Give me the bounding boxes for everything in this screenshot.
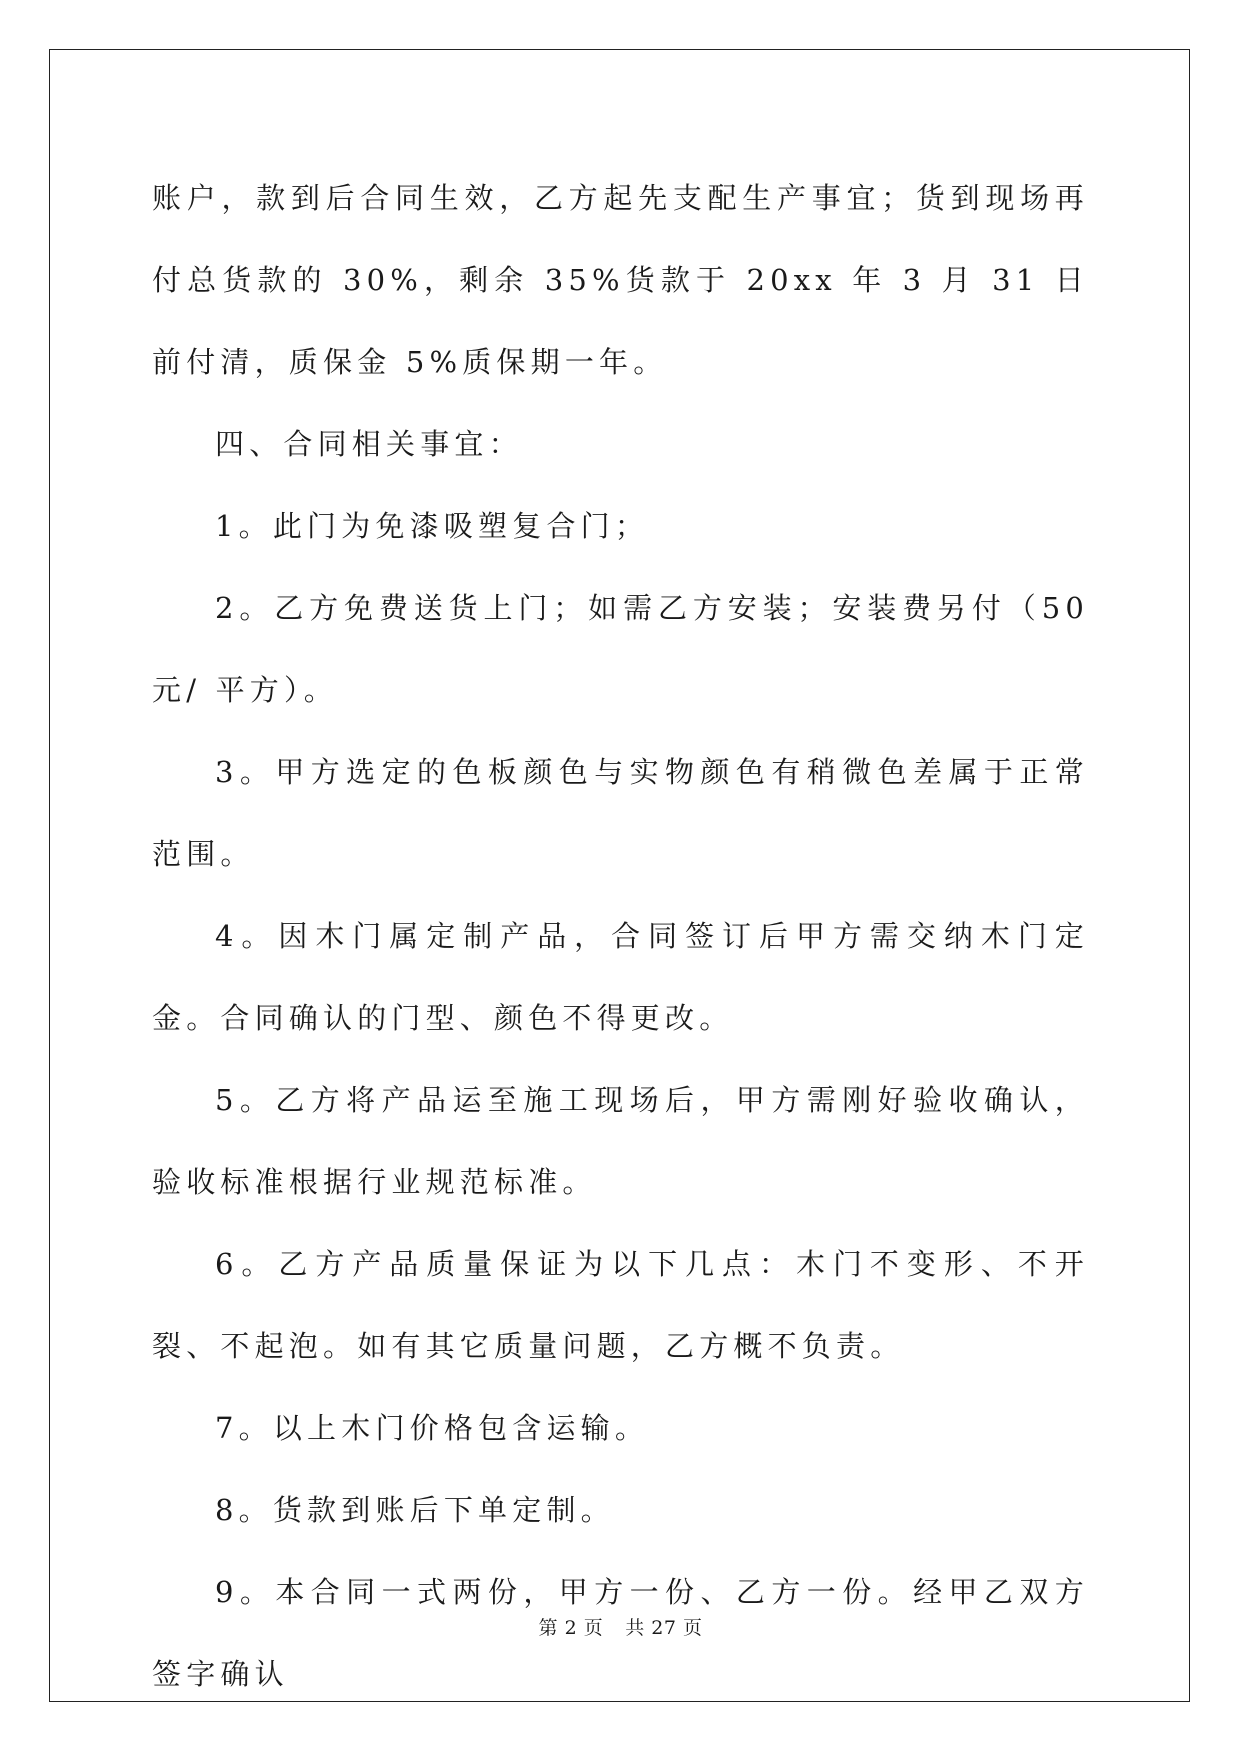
section-heading-contract-matters: 四、合同相关事宜： <box>215 427 523 461</box>
clause-2: 2。乙方免费送货上门；如需乙方安装；安装费另付（50 元/ 平方）。 <box>152 591 1089 707</box>
clause-5: 5。乙方将产品运至施工现场后，甲方需刚好验收确认，验收标准根据行业规范标准。 <box>152 1083 1089 1199</box>
clause-9: 9。本合同一式两份，甲方一份、乙方一份。经甲乙双方签字确认 <box>152 1575 1089 1691</box>
page-number-total: 共 27 页 <box>625 1617 703 1639</box>
page-footer <box>0 1613 1241 1640</box>
clause-7: 7。以上木门价格包含运输。 <box>215 1411 650 1445</box>
document-body <box>152 157 1089 1715</box>
clause-1: 1。此门为免漆吸塑复合门； <box>215 509 650 543</box>
clause-6: 6。乙方产品质量保证为以下几点：木门不变形、不开裂、不起泡。如有其它质量问题，乙方概不负责。 <box>152 1247 1089 1363</box>
clause-4: 4。因木门属定制产品，合同签订后甲方需交纳木门定金。合同确认的门型、颜色不得更改。 <box>152 919 1089 1035</box>
clause-3: 3。甲方选定的色板颜色与实物颜色有稍微色差属于正常范围。 <box>152 755 1089 871</box>
paragraph-payment-terms: 账户，款到后合同生效，乙方起先支配生产事宜；货到现场再付总货款的 30%，剩余 35%货款于 20xx 年 3 月 31 日前付清，质保金 5%质保期一年。 <box>152 181 1089 379</box>
page-number-current: 第 2 页 <box>538 1617 604 1639</box>
clause-8: 8。货款到账后下单定制。 <box>215 1493 615 1527</box>
